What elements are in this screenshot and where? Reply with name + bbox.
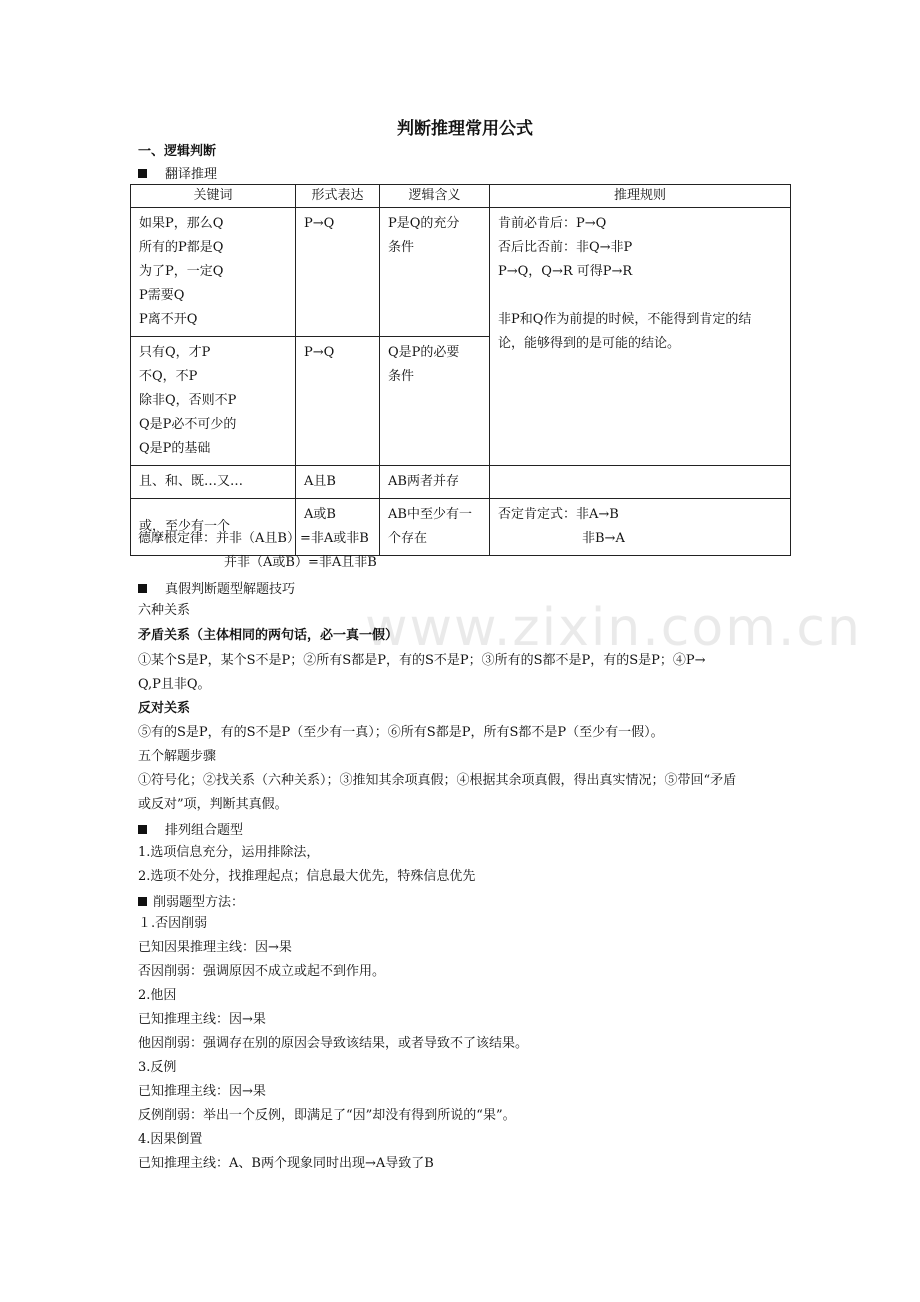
six-relations-label: 六种关系 xyxy=(138,603,191,618)
weaken-line: １.否因削弱 xyxy=(138,916,208,931)
weaken-line: 已知因果推理主线：因→果 xyxy=(138,940,292,955)
table-header: 推理规则 xyxy=(490,185,791,208)
form-cell: A且B xyxy=(296,466,380,499)
five-steps-text-1: ①符号化；②找关系（六种关系）；③推知其余项真假；④根据其余项真假，得出真实情况；⑤带回“矛盾 xyxy=(138,773,737,788)
demorgan-line-1: 德摩根定律：并非（A且B）=非A或非B xyxy=(138,531,369,546)
weaken-line: 2.他因 xyxy=(138,988,177,1003)
keywords-cell: 如果P，那么Q 所有的P都是Q 为了P，一定Q P需要Q P离不开Q xyxy=(131,208,296,337)
section-logic-heading: 一、逻辑判断 xyxy=(138,144,217,159)
rules-cell: 否定肯定式：非A→B 非B→A xyxy=(490,499,791,556)
weaken-line: 他因削弱：强调存在别的原因会导致该结果，或者导致不了该结果。 xyxy=(138,1036,529,1051)
meaning-cell: AB中至少有一 个存在 xyxy=(380,499,490,556)
table-row xyxy=(131,208,791,337)
table-header: 形式表达 xyxy=(296,185,380,208)
page-title: 判断推理常用公式 xyxy=(397,119,533,139)
meaning-cell: AB两者并存 xyxy=(380,466,490,499)
weaken-line: 反例削弱：举出一个反例，即满足了“因”却没有得到所说的“果”。 xyxy=(138,1108,516,1123)
form-cell: P→Q xyxy=(296,337,380,466)
weaken-line: 4.因果倒置 xyxy=(138,1132,203,1147)
square-bullet-icon xyxy=(138,825,147,834)
rules-cell: 肯前必肯后：P→Q 否后比否前：非Q→非P P→Q，Q→R 可得P→R 非P和Q作为前提的时候，不能得到肯定的结 论，能够得到的是可能的结论。 xyxy=(490,208,791,466)
five-steps-label: 五个解题步骤 xyxy=(138,749,217,764)
five-steps-text-2: 或反对”项，判断其真假。 xyxy=(138,797,288,812)
form-cell: P→Q xyxy=(296,208,380,337)
rules-cell xyxy=(490,466,791,499)
weaken-line: 已知推理主线：因→果 xyxy=(138,1012,266,1027)
sub-heading-translate: 翻译推理 xyxy=(138,163,217,182)
keywords-cell: 或，至少有一个 xyxy=(131,499,296,556)
contradiction-text-2: Q,P且非Q。 xyxy=(138,677,211,692)
list-item: 2.选项不处分，找推理起点；信息最大优先，特殊信息优先 xyxy=(138,869,476,884)
contradiction-title: 矛盾关系（主体相同的两句话，必一真一假） xyxy=(138,628,399,643)
weaken-line: 已知推理主线：A、B两个现象同时出现→A导致了B xyxy=(138,1156,434,1171)
table-header-row xyxy=(131,185,791,208)
opposite-text: ⑤有的S是P，有的S不是P（至少有一真）；⑥所有S都是P，所有S都不是P（至少有一假）。 xyxy=(138,725,664,740)
logic-table xyxy=(130,184,791,556)
weaken-line: 已知推理主线：因→果 xyxy=(138,1084,266,1099)
square-bullet-icon xyxy=(138,169,147,178)
weaken-line: 否因削弱：强调原因不成立或起不到作用。 xyxy=(138,964,386,979)
sub-heading-arrange: 排列组合题型 xyxy=(138,819,243,838)
contradiction-text-1: ①某个S是P，某个S不是P；②所有S都是P，有的S不是P；③所有的S都不是P，有的S是P；④P→ xyxy=(138,653,706,668)
sub-heading-weaken: 削弱题型方法： xyxy=(138,891,244,910)
sub-heading-truth: 真假判断题型解题技巧 xyxy=(138,578,295,597)
square-bullet-icon xyxy=(138,897,147,906)
table-row xyxy=(131,466,791,499)
opposite-title: 反对关系 xyxy=(138,701,191,716)
keywords-cell: 只有Q，才P 不Q，不P 除非Q，否则不P Q是P必不可少的 Q是P的基础 xyxy=(131,337,296,466)
meaning-cell: P是Q的充分 条件 xyxy=(380,208,490,337)
form-cell: A或B xyxy=(296,499,380,556)
watermark: www.zixin.com.cn xyxy=(365,598,862,658)
square-bullet-icon xyxy=(138,584,147,593)
keywords-cell: 且、和、既…又… xyxy=(131,466,296,499)
weaken-line: 3.反例 xyxy=(138,1060,177,1075)
list-item: 1.选项信息充分，运用排除法， xyxy=(138,845,320,860)
demorgan-line-2: 并非（A或B）=非A且非B xyxy=(224,555,377,570)
meaning-cell: Q是P的必要 条件 xyxy=(380,337,490,466)
table-header: 关键词 xyxy=(131,185,296,208)
table-header: 逻辑含义 xyxy=(380,185,490,208)
